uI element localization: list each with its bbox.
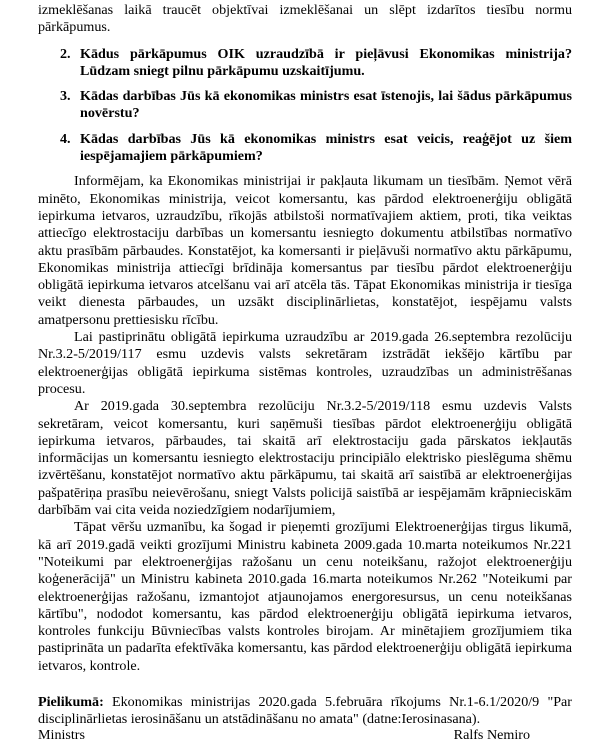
question-list <box>38 46 572 166</box>
question-text: Kādas darbības Jūs kā ekonomikas ministrs esat veicis, reaģējot uz šiem iespējamajiem pārkāpumiem? <box>80 130 572 165</box>
intro-tail-paragraph: izmeklēšanas laikā traucēt objektīvai izmeklēšanai un slēpt izdarītos tiesību normu pārkāpumus. <box>38 2 572 36</box>
appendix-text: Ekonomikas ministrijas 2020.gada 5.februāra rīkojums Nr.1-6.1/2020/9 "Par disciplinārlietas ierosināšanu un atstādināšanu no amata" (datne:Ierosinasana). <box>38 693 572 728</box>
signature-name: Ralfs Nemiro <box>453 727 530 743</box>
question-2 <box>60 45 572 81</box>
question-number: 3. <box>60 88 71 105</box>
answer-paragraph-1: Informējam, ka Ekonomikas ministrijai ir pakļauta likumam un tiesībām. Ņemot vērā minēto, Ekonomikas ministrija, veicot komersantu, kas pārdod elektroenerģiju obligātā iepirkuma ietvaros, uzraudzību, rīkojās atbilstoši normatīvajiem aktiem, proti, tika veiktas attiecīgo elektrostaciju darbības un komersantu iesniegto dokumentu atbilstības normatīvo aktu prasībām pārbaudes. Konstatējot, ka komersanti ir pieļāvuši normatīvo aktu pārkāpumu, Ekonomikas ministrija attiecīgi brīdināja komersantus par tiesību pārdot elektroenerģiju obligātā iepirkuma ietvaros atcelšanu vai arī atcēla tās. Tāpat Ekonomikas ministrija ir tiesīga veikt dienesta pārbaudes, un uzsākt disciplinārlietas, konstatējot, iespējamu valsts amatpersonu prettiesisku rīcību. <box>38 173 572 328</box>
question-text: Kādas darbības Jūs kā ekonomikas ministrs esat īstenojis, lai šādus pārkāpumus novērstu? <box>80 88 572 122</box>
answer-paragraph-2: Lai pastiprinātu obligātā iepirkuma uzraudzību ar 2019.gada 26.septembra rezolūciju Nr.3.2-5/2019/117 esmu uzdevis valsts sekretāram izstrādāt iekšējo kārtību par elektroenerģijas obligātā iepirkuma sistēmas kontroles, uzraudzības un administrēšanas procesu. <box>38 329 572 397</box>
question-3 <box>60 88 572 123</box>
question-text: Kādus pārkāpumus OIK uzraudzībā ir pieļāvusi Ekonomikas ministrija? Lūdzam sniegt pilnu pārkāpumu uzskaitījumu. <box>80 45 572 79</box>
question-number: 4. <box>60 130 71 147</box>
question-4 <box>60 130 572 166</box>
document-page <box>38 2 572 729</box>
answer-paragraph-4: Tāpat vēršu uzmanību, ka šogad ir pieņemti grozījumi Elektroenerģijas tirgus likumā, kā arī 2019.gadā veikti grozījumi Ministru kabineta 2009.gada 10.marta noteikumos Nr.221 "Noteikumi par elektroenerģijas ražošanu un cenu noteikšanu, ražojot elektroenerģiju koģenerācijā" un Ministru kabineta 2010.gada 16.marta noteikumos Nr.262 "Noteikumi par elektroenerģijas ražošanu, izmantojot atjaunojamos energoresursus, un cenu noteikšanas kārtību", nododot komersantu, kas pārdod elektroenerģiju obligātā iepirkuma ietvaros, kontroles funkciju Būvniecības valsts kontroles birojam. Ar minētajiem grozījumiem tika pastiprināta un padarīta efektīvāka komersantu, kas pārdod elektroenerģiju obligātā iepirkuma ietvaros, kontrole. <box>38 519 572 674</box>
question-number: 2. <box>60 45 71 62</box>
appendix-note <box>38 694 572 729</box>
signature-title: Ministrs <box>38 727 85 743</box>
appendix-label: Pielikumā: <box>38 693 104 710</box>
answer-paragraph-3: Ar 2019.gada 30.septembra rezolūciju Nr.3.2-5/2019/118 esmu uzdevis Valsts sekretāram, veicot komersantu, kuri saņēmuši tiesības pārdot elektroenerģiju obligātā iepirkuma ietvaros, pārbaudes, tai skaitā arī elektrostaciju gada pārskatos iekļautās informācijas un komersantu iesniegto elektrostaciju principiālo elektrisko pieslēguma shēmu izvērtēšanu, konstatējot normatīvo aktu pārkāpumu, tai skaitā arī saistībā ar elektroenerģijas pašpatēriņa prasību neievērošanu, sniegt Valsts policijā saistībā ar iespējamām krāpnieciskām darbībām vai cita veida noziedzīgiem nodarījumiem, <box>38 398 572 519</box>
